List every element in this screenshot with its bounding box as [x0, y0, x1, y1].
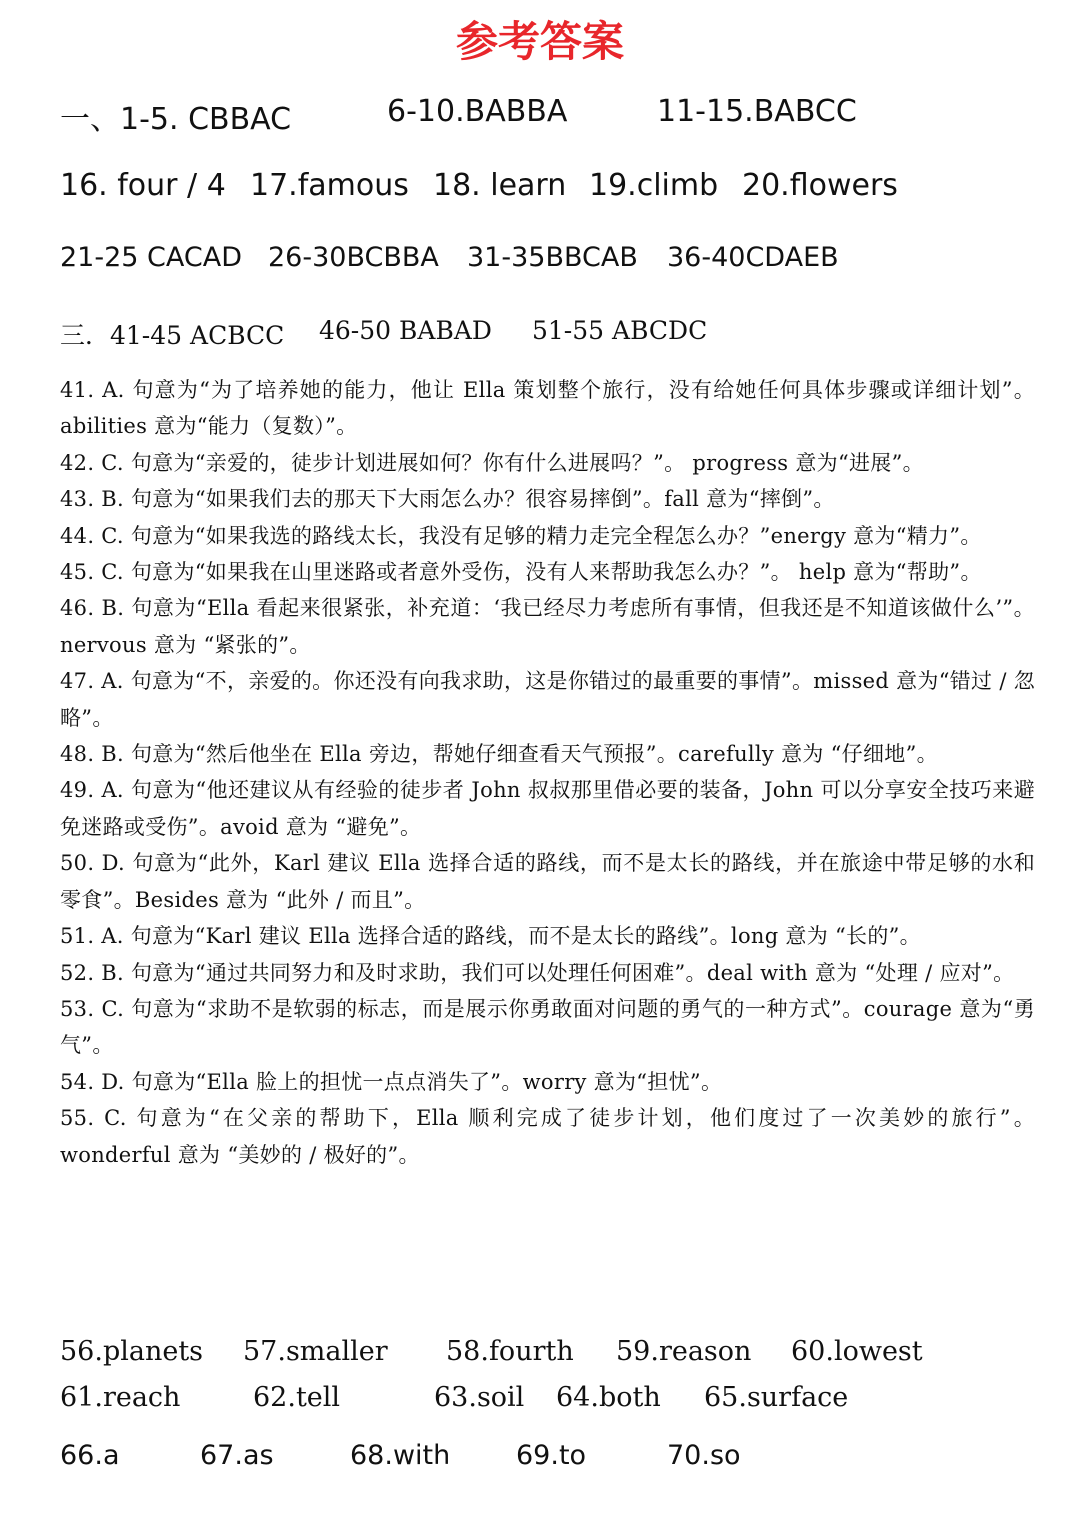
answer-item: 60.lowest: [791, 1336, 923, 1367]
explanation-item: 53. C. 句意为“求助不是软弱的标志，而是展示你勇敢面对问题的勇气的一种方式”。courage 意为“勇气”。: [60, 996, 1035, 1058]
answer-item: 61.reach: [60, 1382, 181, 1413]
explanation-item: 48. B. 句意为“然后他坐在 Ella 旁边，帮她仔细查看天气预报”。carefully 意为 “仔细地”。: [60, 742, 938, 767]
answer-item: 67.as: [200, 1440, 274, 1471]
explanation-item: 50. D. 句意为“此外，Karl 建议 Ella 选择合适的路线，而不是太长的路线，并在旅途中带足够的水和零食”。Besides 意为 “此外 / 而且”。: [60, 851, 1035, 912]
explanation-item: 54. D. 句意为“Ella 脸上的担忧一点点消失了”。worry 意为“担忧”。: [60, 1069, 723, 1094]
answer-item: 69.to: [516, 1440, 587, 1471]
answer-group: 6-10.BABBA: [387, 94, 568, 129]
explanation-item: 44. C. 句意为“如果我选的路线太长，我没有足够的精力走完全程怎么办？”energy 意为“精力”。: [60, 523, 982, 548]
page-title: 参考答案: [455, 17, 624, 66]
answer-group: 一、1-5. CBBAC: [60, 102, 292, 137]
answer-group: 三．41-45 ACBCC: [60, 321, 285, 350]
answer-group: 31-35BBCAB: [467, 242, 638, 273]
answer-item: 58.fourth: [446, 1336, 574, 1367]
answer-item: 70.so: [667, 1440, 741, 1471]
explanations: [60, 372, 1035, 1173]
answer-group: 11-15.BABCC: [657, 94, 857, 129]
answer-item: 59.reason: [616, 1336, 752, 1367]
answer-item: 66.a: [60, 1440, 120, 1471]
answer-item: 63.soil: [434, 1382, 525, 1413]
explanation-item: 55. C. 句意为“在父亲的帮助下，Ella 顺利完成了徒步计划，他们度过了一次美妙的旅行”。wonderful 意为 “美妙的 / 极好的”。: [60, 1106, 1035, 1167]
answer-item: 64.both: [556, 1382, 661, 1413]
answer-item: 62.tell: [253, 1382, 341, 1413]
answer-group: 46-50 BABAD: [319, 316, 492, 345]
explanation-item: 47. A. 句意为“不，亲爱的。你还没有向我求助，这是你错过的最重要的事情”。missed 意为“错过 / 忽略”。: [60, 669, 1035, 730]
answer-item: 65.surface: [704, 1382, 849, 1413]
explanation-item: 52. B. 句意为“通过共同努力和及时求助，我们可以处理任何困难”。deal with 意为 “处理 / 应对”。: [60, 960, 1015, 985]
explanation-item: 51. A. 句意为“Karl 建议 Ella 选择合适的路线，而不是太长的路线”。long 意为 “长的”。: [60, 924, 921, 949]
answer-item: 56.planets: [60, 1336, 204, 1367]
answer-item: 16. four / 4: [60, 168, 226, 203]
answer-group: 51-55 ABCDC: [532, 316, 708, 345]
explanation-item: 49. A. 句意为“他还建议从有经验的徒步者 John 叔叔那里借必要的装备，John 可以分享安全技巧来避免迷路或受伤”。avoid 意为 “避免”。: [60, 778, 1035, 839]
answer-item: 19.climb: [589, 168, 719, 203]
answer-group: 36-40CDAEB: [667, 242, 839, 273]
answer-item: 18. learn: [433, 168, 567, 203]
explanation-item: 43. B. 句意为“如果我们去的那天下大雨怎么办？很容易摔倒”。fall 意为“摔倒”。: [60, 487, 835, 512]
answer-item: 17.famous: [250, 168, 409, 203]
explanation-item: 41. A. 句意为“为了培养她的能力，他让 Ella 策划整个旅行，没有给她任何具体步骤或详细计划”。 abilities 意为“能力（复数）”。: [60, 378, 1035, 439]
answer-item: 57.smaller: [243, 1336, 388, 1367]
explanation-item: 45. C. 句意为“如果我在山里迷路或者意外受伤，没有人来帮助我怎么办？”。 help 意为“帮助”。: [60, 560, 982, 585]
answer-item: 20.flowers: [742, 168, 898, 203]
explanation-item: 46. B. 句意为“Ella 看起来很紧张，补充道：‘我已经尽力考虑所有事情，但我还是不知道该做什么’”。nervous 意为 “紧张的”。: [60, 596, 1035, 657]
answer-item: 68.with: [350, 1440, 451, 1471]
explanation-item: 42. C. 句意为“亲爱的，徒步计划进展如何？你有什么进展吗？”。 progress 意为“进展”。: [60, 450, 924, 475]
answer-group: 26-30BCBBA: [268, 242, 439, 273]
answer-group: 21-25 CACAD: [60, 242, 242, 273]
